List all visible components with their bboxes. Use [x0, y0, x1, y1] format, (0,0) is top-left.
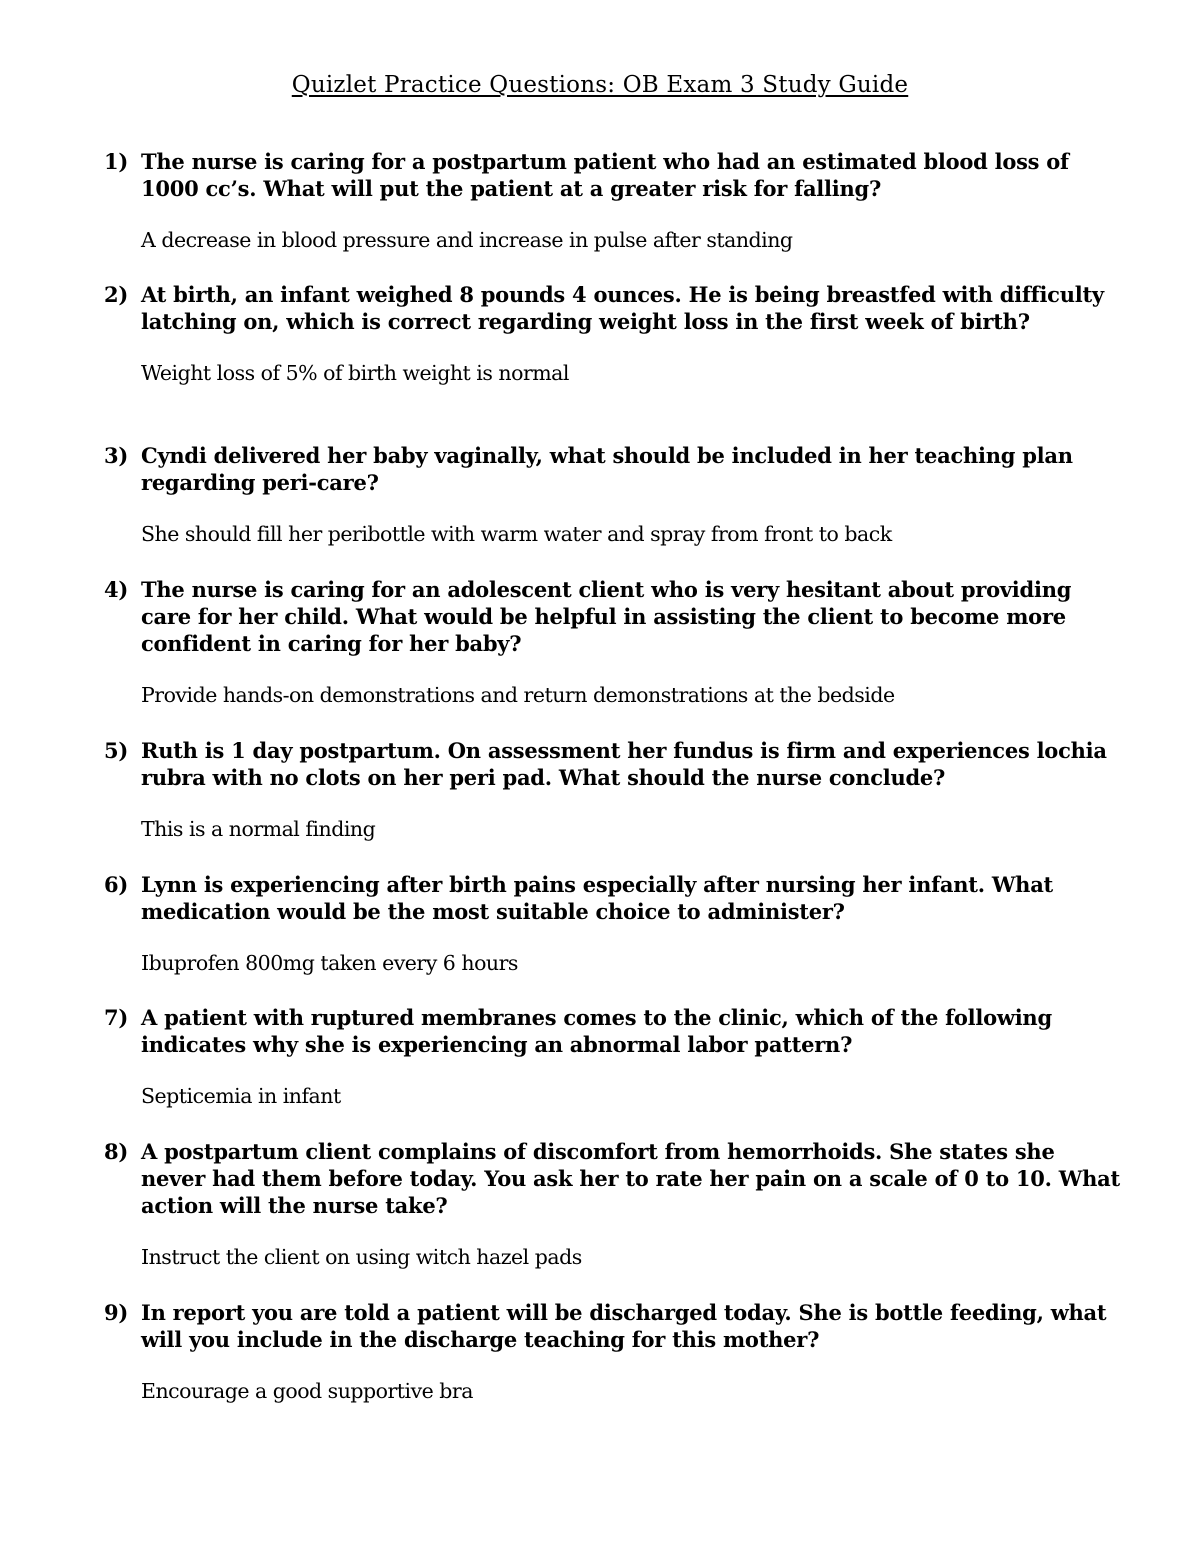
- answer-text: Encourage a good supportive bra: [141, 1379, 473, 1403]
- question-text: [104, 1138, 1120, 1219]
- question-number: 6): [104, 872, 129, 897]
- answer-text: This is a normal finding: [141, 817, 376, 841]
- question-text: [104, 442, 1120, 496]
- question-body: Lynn is experiencing after birth pains especially after nursing her infant. What medication would be the most suitable choice to administer?: [141, 872, 1053, 924]
- question-item-8: [104, 1138, 1120, 1271]
- question-item-4: [104, 576, 1120, 709]
- document-title: Quizlet Practice Questions: OB Exam 3 Study Guide: [291, 72, 909, 98]
- question-item-1: [104, 148, 1120, 254]
- question-item-3: [104, 442, 1120, 548]
- question-item-2: [104, 281, 1120, 387]
- question-item-9: [104, 1299, 1120, 1405]
- question-text: [104, 576, 1120, 657]
- answer-text: Weight loss of 5% of birth weight is normal: [141, 361, 569, 385]
- question-body: A patient with ruptured membranes comes to the clinic, which of the following indicates why she is experiencing an abnormal labor pattern?: [141, 1005, 1052, 1057]
- answer-text: Septicemia in infant: [141, 1084, 341, 1108]
- question-body: A postpartum client complains of discomfort from hemorrhoids. She states she never had them before today. You ask her to rate her pain on a scale of 0 to 10. What action will the nurse take?: [141, 1139, 1120, 1218]
- answer-text: A decrease in blood pressure and increase in pulse after standing: [141, 228, 793, 252]
- question-text: [104, 871, 1120, 925]
- question-number: 5): [104, 738, 129, 763]
- question-number: 3): [104, 443, 129, 468]
- question-body: The nurse is caring for an adolescent client who is very hesitant about providing care for her child. What would be helpful in assisting the client to become more confident in caring for her baby?: [141, 577, 1072, 656]
- question-item-6: [104, 871, 1120, 977]
- question-text: [104, 1299, 1120, 1353]
- answer-text: She should fill her peribottle with warm water and spray from front to back: [141, 522, 892, 546]
- answer-text: Ibuprofen 800mg taken every 6 hours: [141, 951, 518, 975]
- question-text: [104, 148, 1120, 202]
- answer-text: Provide hands-on demonstrations and return demonstrations at the bedside: [141, 683, 895, 707]
- question-number: 7): [104, 1005, 129, 1030]
- question-body: Ruth is 1 day postpartum. On assessment her fundus is firm and experiences lochia rubra with no clots on her peri pad. What should the nurse conclude?: [141, 738, 1107, 790]
- question-item-7: [104, 1004, 1120, 1110]
- question-body: The nurse is caring for a postpartum patient who had an estimated blood loss of 1000 cc’s. What will put the patient at a greater risk for falling?: [141, 149, 1069, 201]
- question-number: 1): [104, 149, 129, 174]
- question-number: 2): [104, 282, 129, 307]
- question-text: [104, 1004, 1120, 1058]
- question-body: At birth, an infant weighed 8 pounds 4 ounces. He is being breastfed with difficulty latching on, which is correct regarding weight loss in the first week of birth?: [141, 282, 1104, 334]
- question-number: 8): [104, 1139, 129, 1164]
- question-body: Cyndi delivered her baby vaginally, what should be included in her teaching plan regarding peri-care?: [141, 443, 1073, 495]
- answer-text: Instruct the client on using witch hazel pads: [141, 1245, 582, 1269]
- question-body: In report you are told a patient will be discharged today. She is bottle feeding, what will you include in the discharge teaching for this mother?: [141, 1300, 1107, 1352]
- question-text: [104, 737, 1120, 791]
- question-number: 4): [104, 577, 129, 602]
- question-text: [104, 281, 1120, 335]
- question-number: 9): [104, 1300, 129, 1325]
- question-item-5: [104, 737, 1120, 843]
